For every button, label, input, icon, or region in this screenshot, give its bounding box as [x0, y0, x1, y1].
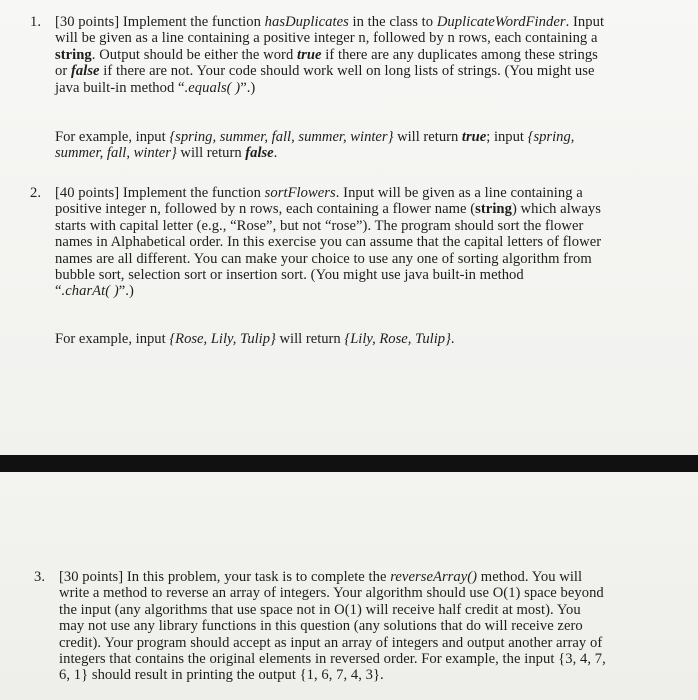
text-line: “.charAt( )”.) [55, 283, 134, 300]
text-line: write a method to reverse an array of integers. Your algorithm should use O(1) space beyond [59, 585, 604, 602]
text-line: string. Output should be either the word true if there are any duplicates among these strings [55, 46, 598, 63]
italic-text: {spring, summer, fall, summer, winter} [169, 129, 394, 145]
text-line: integers that contains the original elements in reversed order. For example, the input {3, 4, 7, [59, 651, 606, 668]
italic-text: reverseArray() [390, 569, 478, 585]
text-line: will be given as a line containing a positive integer n, followed by n rows, each containing a [55, 30, 598, 47]
bold-text: string [55, 46, 92, 63]
text-line: positive integer n, followed by n rows, each containing a flower name (string) which always [55, 201, 601, 218]
text-line: [40 points] Implement the function sortFlowers. Input will be given as a line containing a [55, 185, 583, 201]
question-3-text [59, 569, 669, 684]
text-line: For example, input {spring, summer, fall, summer, winter} will return true; input {spring, [55, 129, 575, 145]
text-line: [30 points] In this problem, your task is to complete the reverseArray() method. You will [59, 569, 583, 585]
page-divider-band [0, 455, 698, 472]
text-line: the input (any algorithms that use space not in O(1) will receive half credit at most). You [59, 601, 581, 618]
question-1 [30, 14, 665, 96]
question-1-number: 1. [30, 14, 42, 30]
italic-text: hasDuplicates [264, 14, 349, 30]
text-line: java built-in method “.equals( )”.) [55, 79, 256, 96]
text-line: names are all different. You can make your choice to use any one of sorting algorithm from [55, 250, 592, 267]
text-line: bubble sort, selection sort or insertion sort. (You might use java built-in method [55, 267, 524, 284]
bold-italic-text: false [70, 63, 100, 80]
italic-text: {Rose, Lily, Tulip} [169, 331, 276, 347]
italic-text: sortFlowers [264, 185, 336, 201]
italic-text: summer, fall, winter} [55, 145, 177, 162]
italic-text: .charAt( ) [61, 283, 119, 300]
question-2-example [55, 331, 665, 347]
text-line: starts with capital letter (e.g., “Rose”, but not “rose”). The program should sort the flower [55, 217, 584, 234]
text-line: or false if there are not. Your code should work well on long lists of strings. (You might use [55, 63, 595, 80]
bold-text: string [475, 201, 512, 218]
text-line: names in Alphabetical order. In this exercise you can assume that the capital letters of flower [55, 234, 602, 251]
bold-italic-text: true [297, 46, 322, 63]
bold-italic-text: true [461, 129, 487, 145]
text-line: [30 points] Implement the function hasDuplicates in the class to DuplicateWordFinder. Input [55, 14, 605, 30]
text-line: summer, fall, winter} will return false. [55, 145, 278, 162]
question-2-text [55, 185, 665, 300]
question-2-number: 2. [30, 185, 42, 201]
italic-text: .equals( ) [184, 79, 241, 96]
text-line: credit). Your program should accept as input an array of integers and output another array of [59, 634, 603, 651]
question-2 [30, 185, 665, 300]
question-1-text [55, 14, 665, 96]
text-line: may not use any library functions in this question (any solutions that do will receive zero [59, 618, 583, 635]
bold-italic-text: false [245, 145, 274, 162]
question-3-number: 3. [34, 569, 46, 585]
text-line: For example, input {Rose, Lily, Tulip} will return {Lily, Rose, Tulip}. [55, 331, 455, 347]
italic-text: DuplicateWordFinder [436, 14, 566, 30]
italic-text: {spring, [527, 129, 575, 145]
text-line: 6, 1} should result in printing the output {1, 6, 7, 4, 3}. [59, 667, 384, 684]
question-1-example [55, 129, 665, 162]
question-3 [34, 569, 669, 684]
italic-text: {Lily, Rose, Tulip} [344, 331, 451, 347]
